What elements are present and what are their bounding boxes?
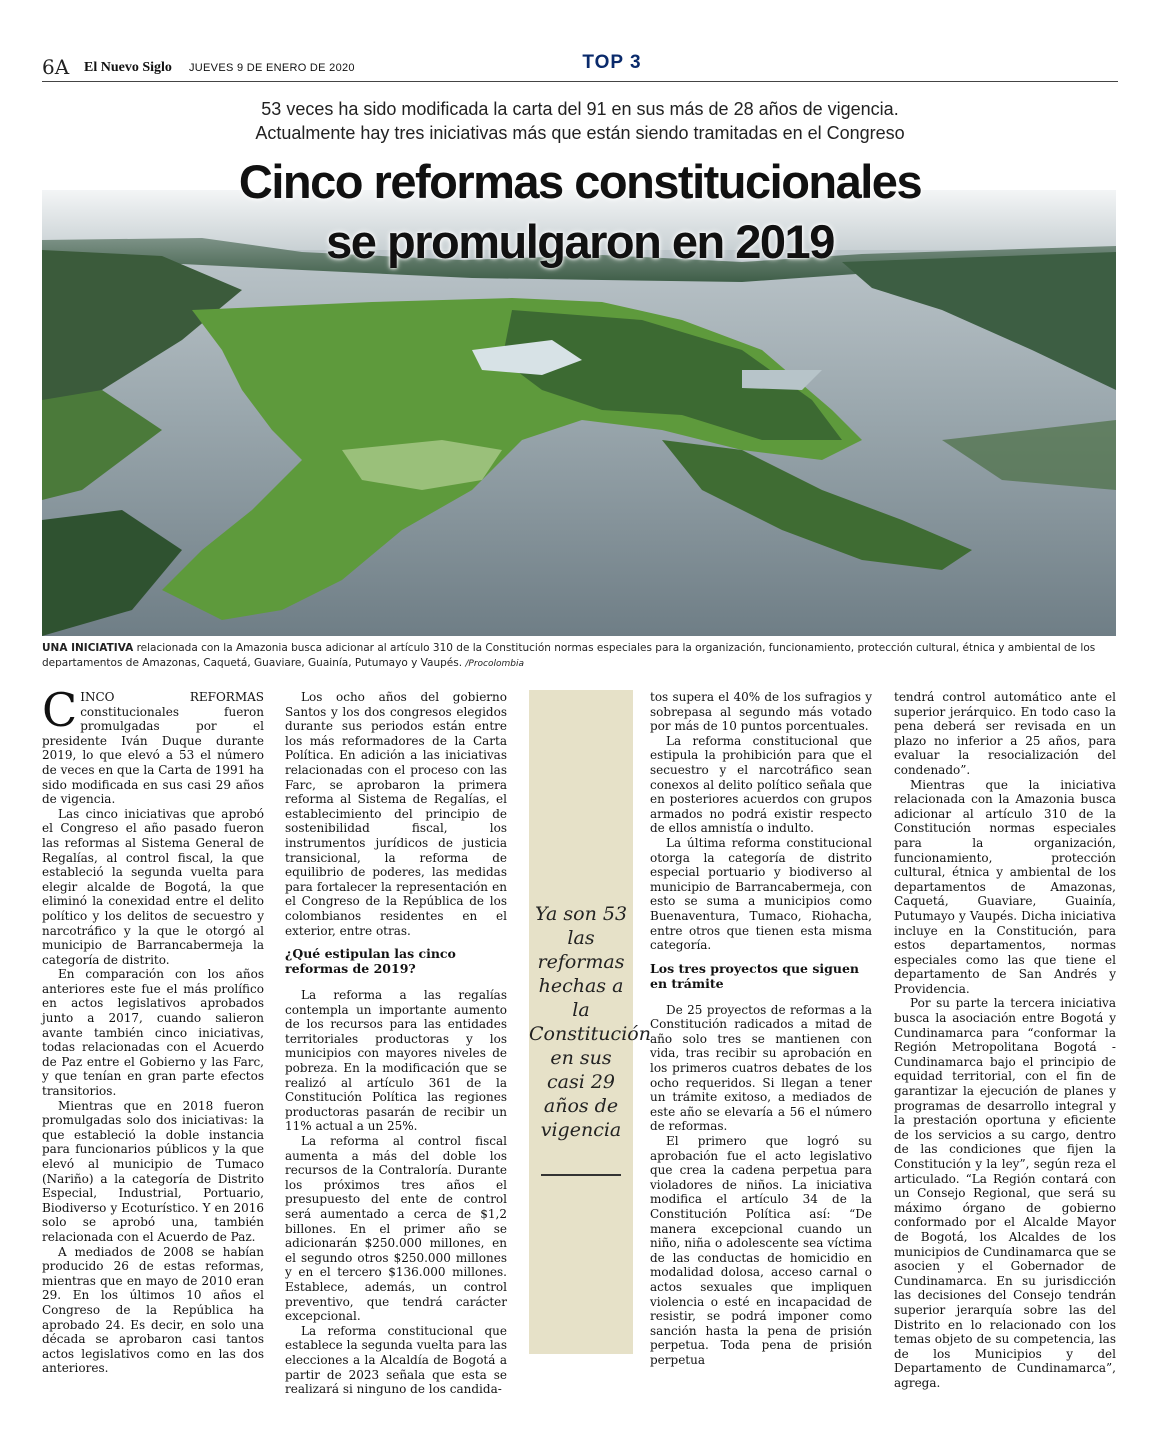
paragraph: El primero que logró su aprobación fue el acto legislativo que crea la cadena perpetua para violadores de niños. La iniciativa modifica el artículo 34 de la Constitución Política así: “De manera excepcional cuando un niño, niña o adolescente sea víctima de las conductas de homicidio en modalidad dolosa, acceso carnal o actos sexuales que impliquen violencia o esté en incapacidad de resistir, se podrá imponer como sanción hasta la pena de prisión perpetua. Toda pena de prisión perpetua <box>650 1134 872 1367</box>
issue-date: JUEVES 9 DE ENERO DE 2020 <box>189 62 355 74</box>
article-subheadline <box>42 97 1118 145</box>
article-column-4 <box>894 690 1116 1391</box>
section-heading: ¿Qué estipulan las cinco reformas de 2019? <box>285 946 456 977</box>
paragraph: Mientras que en 2018 fueron promulgadas solo dos iniciativas: la que estableció la doble instancia para funcionarios públicos y la que elevó al municipio de Tumaco (Nariño) a la categoría de Distrito Especial, Industrial, Portuario, Biodiverso y Ecoturístico. Y en 2016 solo se aprobó una, también relacionada con el Acuerdo de Paz. <box>42 1098 264 1244</box>
section-label: TOP 3 <box>582 52 642 73</box>
pull-quote-rule <box>541 1174 621 1176</box>
paragraph: La reforma a las regalías contempla un importante aumento de los recursos para las entidades territoriales productoras y los municipios con mayores niveles de pobreza. En la modificación que se realizó al artículo 361 de la Constitución Política las regiones productoras pasarán de recibir un 11% actual a un 25%. <box>285 988 507 1134</box>
paragraph: De 25 proyectos de reformas a la Constitución radicados a mitad de año solo tres se mantienen con vida, tras recibir su aprobación en los primeros cuatros debates de los ocho requeridos. Si llegan a tener un trámite exitoso, a mediados de este año se elevaría a 56 el número de reformas. <box>650 1002 872 1134</box>
paragraph: La reforma al control fiscal aumenta a más del doble los recursos de la Contraloría. Durante los próximos tres años el presupuesto del ente de control será aumentado a cerca de $1,2 billones. En el primer año se adicionarán $250.000 millones, en el segundo otros $250.000 millones y en el tercero $136.000 millones. Establece, además, un control preventivo, que tendrá carácter excepcional. <box>285 1134 507 1324</box>
article-column-1 <box>42 683 264 1376</box>
paragraph: En comparación con los años anteriores este fue el más prolífico en actos legislativos aprobados junto a 2017, cuando salieron avante también cinco iniciativas, todas relacionadas con el Acuerdo de Paz entre el Gobierno y las Farc, y que tenían en gran parte efectos transitorios. <box>42 967 264 1099</box>
paragraph: Los ocho años del gobierno Santos y los dos congresos elegidos durante sus periodos están entre los más reformadores de la Carta Política. En adición a las iniciativas relacionadas con el proceso con las Farc, se aprobaron la primera reforma al Sistema de Regalías, el establecimiento del principio de sostenibilidad fiscal, los instrumentos jurídicos de justicia transicional, la reforma de equilibrio de poderes, las medidas para fortalecer la representación en el Congreso de la República de los colombianos residentes en el exterior, entre otras. <box>285 690 507 938</box>
article-column-2 <box>285 690 507 1397</box>
photo-credit: /Procolombia <box>465 659 524 669</box>
pull-quote: Ya son 53 las reformas hechas a la Constitución en sus casi 29 años de vigencia <box>529 903 651 1141</box>
headline-line-1: Cinco reformas constitucionales <box>238 155 922 208</box>
section-heading: Los tres proyectos que siguen en trámite <box>650 960 859 991</box>
article-headline <box>42 152 1118 272</box>
paragraph: La reforma constitucional que estipula la prohibición para que el secuestro y el narcotráfico sean conexos al delito político señala que en posteriores acuerdos con grupos armados no podrá existir respecto de ellos amnistía o indulto. <box>650 733 872 836</box>
photo-caption <box>42 641 1118 672</box>
paragraph: La reforma constitucional que establece la segunda vuelta para las elecciones a la Alcaldía de Bogotá a partir de 2023 señala que esta se realizará si ninguno de los candida- <box>285 1323 507 1397</box>
caption-text: relacionada con la Amazonia busca adicionar al artículo 310 de la Constitución normas especiales para la organización, funcionamiento, protección cultural, étnica y ambiental de los departamentos de Amazonas, Caquetá, Guaviare, Guainía, Putumayo y Vaupés. <box>42 642 1096 669</box>
page-header <box>42 52 1118 82</box>
pull-quote-box <box>529 690 651 1354</box>
paragraph: A mediados de 2008 se habían producido 26 de estas reformas, mientras que en mayo de 2010 eran 29. En los últimos 10 años el Congreso de la República ha aprobado 24. Es decir, en solo una década se aprobaron casi tantos actos legislativos como en las dos anteriores. <box>42 1244 264 1376</box>
paragraph: tos supera el 40% de los sufragios y sobrepasa al segundo más votado por más de 10 puntos porcentuales. <box>650 690 872 734</box>
paragraph: Las cinco iniciativas que aprobó el Congreso el año pasado fueron las reformas al Sistema General de Regalías, al control fiscal, la que estableció la segunda vuelta para elegir alcalde de Bogotá, la que eliminó la conexidad entre el delito político y los delitos de secuestro y narcotráfico y la que le otorgó al municipio de Barrancabermeja la categoría de distrito. <box>42 806 264 967</box>
paragraph-text: INCO REFORMAS constitucionales fueron promulgadas por el presidente Iván Duque durante 2019, lo que elevó a 53 el número de veces en que la Carta de 1991 ha sido modificada en sus casi 29 años de vigencia. <box>42 690 264 807</box>
paragraph: Mientras que la iniciativa relacionada con la Amazonia busca adicionar al artículo 310 de la Constitución normas especiales para la organización, funcionamiento, protección cultural, étnica y ambiental de los departamentos de Amazonas, Caquetá, Guaviare, Guainía, Putumayo y Vaupés. Dicha iniciativa incluye en la Constitución, para estos departamentos, normas especiales como las que tiene el departamento de San Andrés y Providencia. <box>894 777 1116 996</box>
paragraph: tendrá control automático ante el superior jerárquico. En todo caso la pena deberá ser revisada en un plazo no inferior a 25 años, para evaluar la resocialización del condenado”. <box>894 690 1116 777</box>
caption-lead: UNA INICIATIVA <box>42 642 134 654</box>
page-number: 6A <box>42 55 70 79</box>
subheadline-line-1: 53 veces ha sido modificada la carta del 91 en sus más de 28 años de vigencia. <box>261 99 899 119</box>
paragraph: Por su parte la tercera iniciativa busca la asociación entre Bogotá y Cundinamarca para “conformar la Región Metropolitana Bogotá - Cundinamarca bajo el principio de equidad territorial, con el fin de garantizar la ejecución de planes y programas de desarrollo integral y la prestación oportuna y eficiente de los servicios a su cargo, dentro de las condiciones que fijen la Constitución y la ley”, según reza el articulado. “La Región contará con un Consejo Regional, que será su máximo órgano de gobierno conformado por el Alcalde Mayor de Bogotá, los Alcaldes de los municipios de Cundinamarca que se asocien y el Gobernador de Cundinamarca. En su jurisdicción las decisiones del Consejo tendrán superior jerarquía sobre las del Distrito en lo relacionado con los temas objeto de su competencia, las de los Municipios y del Departamento de Cundinamarca”, agrega. <box>894 996 1116 1390</box>
subheadline-line-2: Actualmente hay tres iniciativas más que están siendo tramitadas en el Congreso <box>255 123 905 143</box>
drop-cap: C <box>42 683 78 737</box>
newspaper-name: El Nuevo Siglo <box>84 60 172 75</box>
headline-line-2: se promulgaron en 2019 <box>326 215 834 268</box>
paragraph <box>42 683 264 807</box>
article-column-3 <box>650 690 872 1368</box>
paragraph: La última reforma constitucional otorga la categoría de distrito especial portuario y biodiverso al municipio de Barrancabermeja, con esto se suma a municipios como Buenaventura, Tumaco, Riohacha, entre otros que tienen esta misma categoría. <box>650 835 872 953</box>
